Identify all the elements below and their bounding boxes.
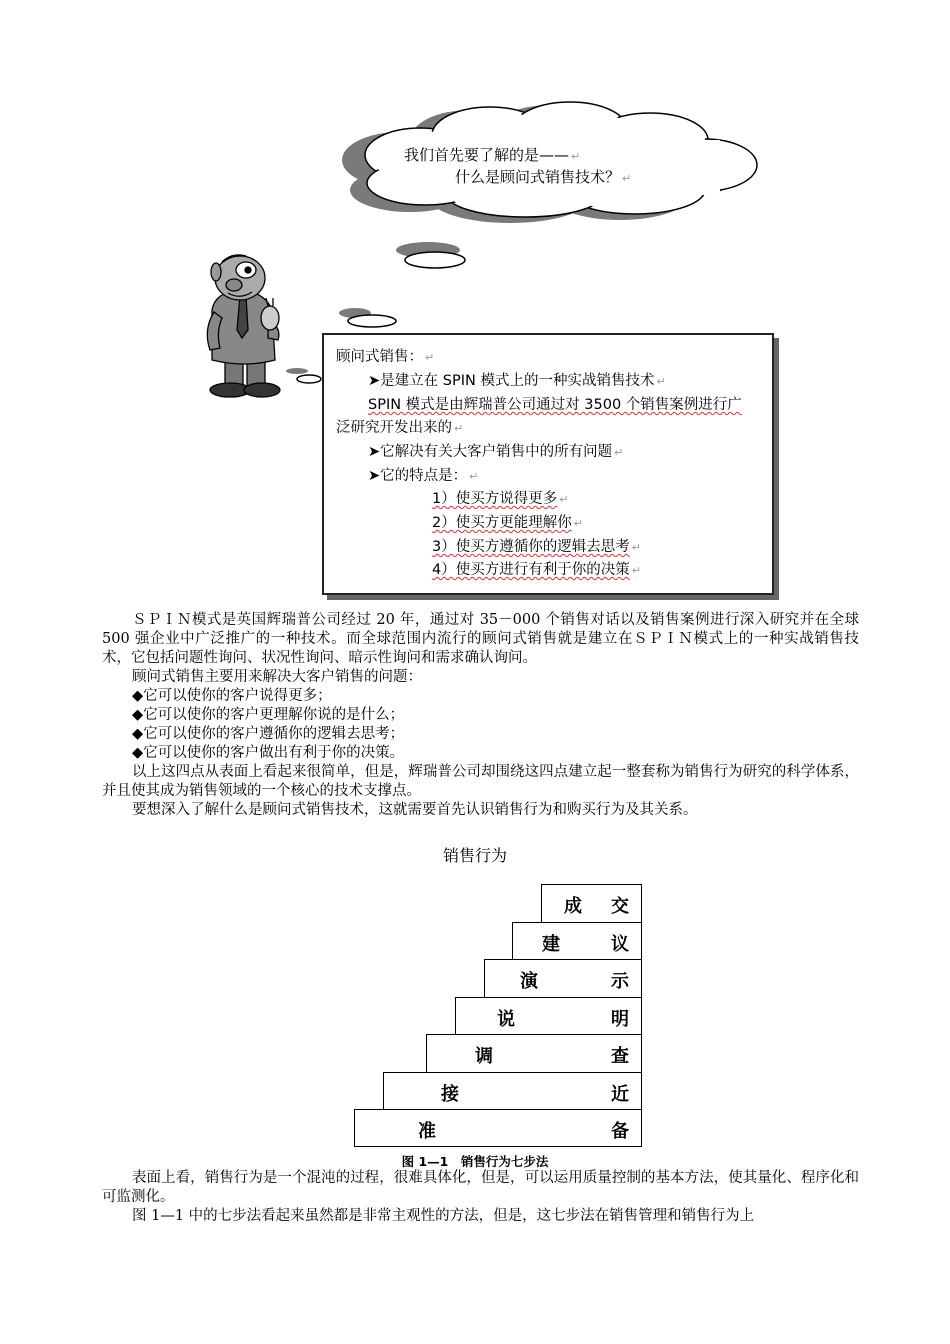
stair-step [512, 922, 642, 960]
callout-bullet-3: ➤它的特点是： ↵ [368, 468, 479, 484]
stair-step [354, 1109, 642, 1147]
stair-step-right-char: 议 [611, 933, 629, 955]
thought-bubble-3 [297, 375, 321, 383]
bullet-3: ◆它可以使你的客户遵循你的逻辑去思考； [132, 726, 405, 742]
thought-bubble-1 [405, 252, 465, 268]
callout-box [322, 333, 774, 595]
bullet-1: ◆它可以使你的客户说得更多； [132, 688, 332, 704]
bubble-shadow-3 [286, 368, 308, 374]
callout-item-2: 2）使买方更能理解你 ↵ [432, 515, 583, 531]
paragraph-4: 要想深入了解什么是顾问式销售技术，这就需要首先认识销售行为和购买行为及其关系。 [132, 802, 698, 818]
stair-step-left-char: 准 [418, 1121, 436, 1142]
cloud-text-line-2: 什么是顾问式销售技术？ ↵ [455, 168, 632, 186]
bullet-4: ◆它可以使你的客户做出有利于你的决策。 [132, 745, 405, 761]
callout-item-4: 4）使买方进行有利于你的决策 ↵ [432, 562, 641, 578]
callout-item-1: 1）使买方说得更多 ↵ [432, 491, 569, 507]
stair-step-left-char: 成 [564, 896, 582, 917]
paragraph-1: ＳＰＩＮ模式是英国辉瑞普公司经过 20 年，通过对 35－000 个销售对话以及销售案例进行深入研究并在全球 500 强企业中广泛推广的一种技术。而全球范围内流行的顾问式销售就是建立在ＳＰＩＮ模式上的一种实战销售技术，它包括问题性询问、状况性询问、暗示性询问和需求确认询问。 [102, 612, 859, 666]
stair-step [484, 959, 642, 997]
illustration [0, 0, 950, 610]
stair-step-right-char: 近 [611, 1083, 629, 1105]
stair-step-right-char: 查 [611, 1046, 629, 1067]
stair-step-left-char: 建 [542, 933, 560, 955]
stair-step-left-char: 调 [475, 1046, 493, 1067]
stair-step-right-char: 明 [611, 1008, 629, 1030]
stair-step [383, 1072, 642, 1110]
thought-bubble-2 [348, 315, 396, 327]
stair-step [426, 1034, 642, 1072]
paragraph-6: 图 1—1 中的七步法看起来虽然都是非常主观性的方法，但是，这七步法在销售管理和销售行为上 [132, 1208, 755, 1224]
callout-bullet-1-cont: SPIN 模式是由辉瑞普公司通过对 3500 个销售案例进行广 [368, 397, 742, 413]
callout-bullet-1-cont-2: 泛研究开发出来的 ↵ [336, 420, 464, 436]
callout-bullet-2: ➤它解决有关大客户销售中的所有问题 ↵ [368, 444, 624, 460]
callout-title: 顾问式销售： ↵ [336, 349, 435, 365]
stair-step-left-char: 接 [441, 1083, 459, 1105]
figure-caption: 图 1—1 销售行为七步法 [401, 1154, 549, 1169]
stair-step-left-char: 说 [497, 1008, 515, 1030]
stair-step [541, 884, 642, 922]
paragraph-2: 顾问式销售主要用来解决大客户销售的问题： [132, 669, 422, 685]
chart-title: 销售行为 [442, 846, 507, 865]
stair-step-left-char: 演 [520, 971, 538, 992]
stair-step-right-char: 备 [611, 1121, 629, 1142]
callout-bullet-1: ➤是建立在 SPIN 模式上的一种实战销售技术 ↵ [368, 373, 666, 389]
bullet-2: ◆它可以使你的客户更理解你说的是什么； [132, 707, 405, 723]
stair-step-right-char: 交 [611, 896, 629, 917]
callout-item-3: 3）使买方遵循你的逻辑去思考 ↵ [432, 539, 641, 555]
businessman-figure [207, 255, 280, 397]
stair-step [455, 997, 642, 1035]
stair-step-right-char: 示 [611, 971, 629, 992]
paragraph-3: 以上这四点从表面上看起来很简单，但是，辉瑞普公司却围绕这四点建立起一整套称为销售行为研究的科学体系，并且使其成为销售领域的一个核心的技术支撑点。 [102, 764, 859, 799]
paragraph-5: 表面上看，销售行为是一个混沌的过程，很难具体化，但是，可以运用质量控制的基本方法，使其量化、程序化和可监测化。 [102, 1170, 859, 1205]
cloud-text-line-1: 我们首先要了解的是—— ↵ [404, 146, 581, 164]
